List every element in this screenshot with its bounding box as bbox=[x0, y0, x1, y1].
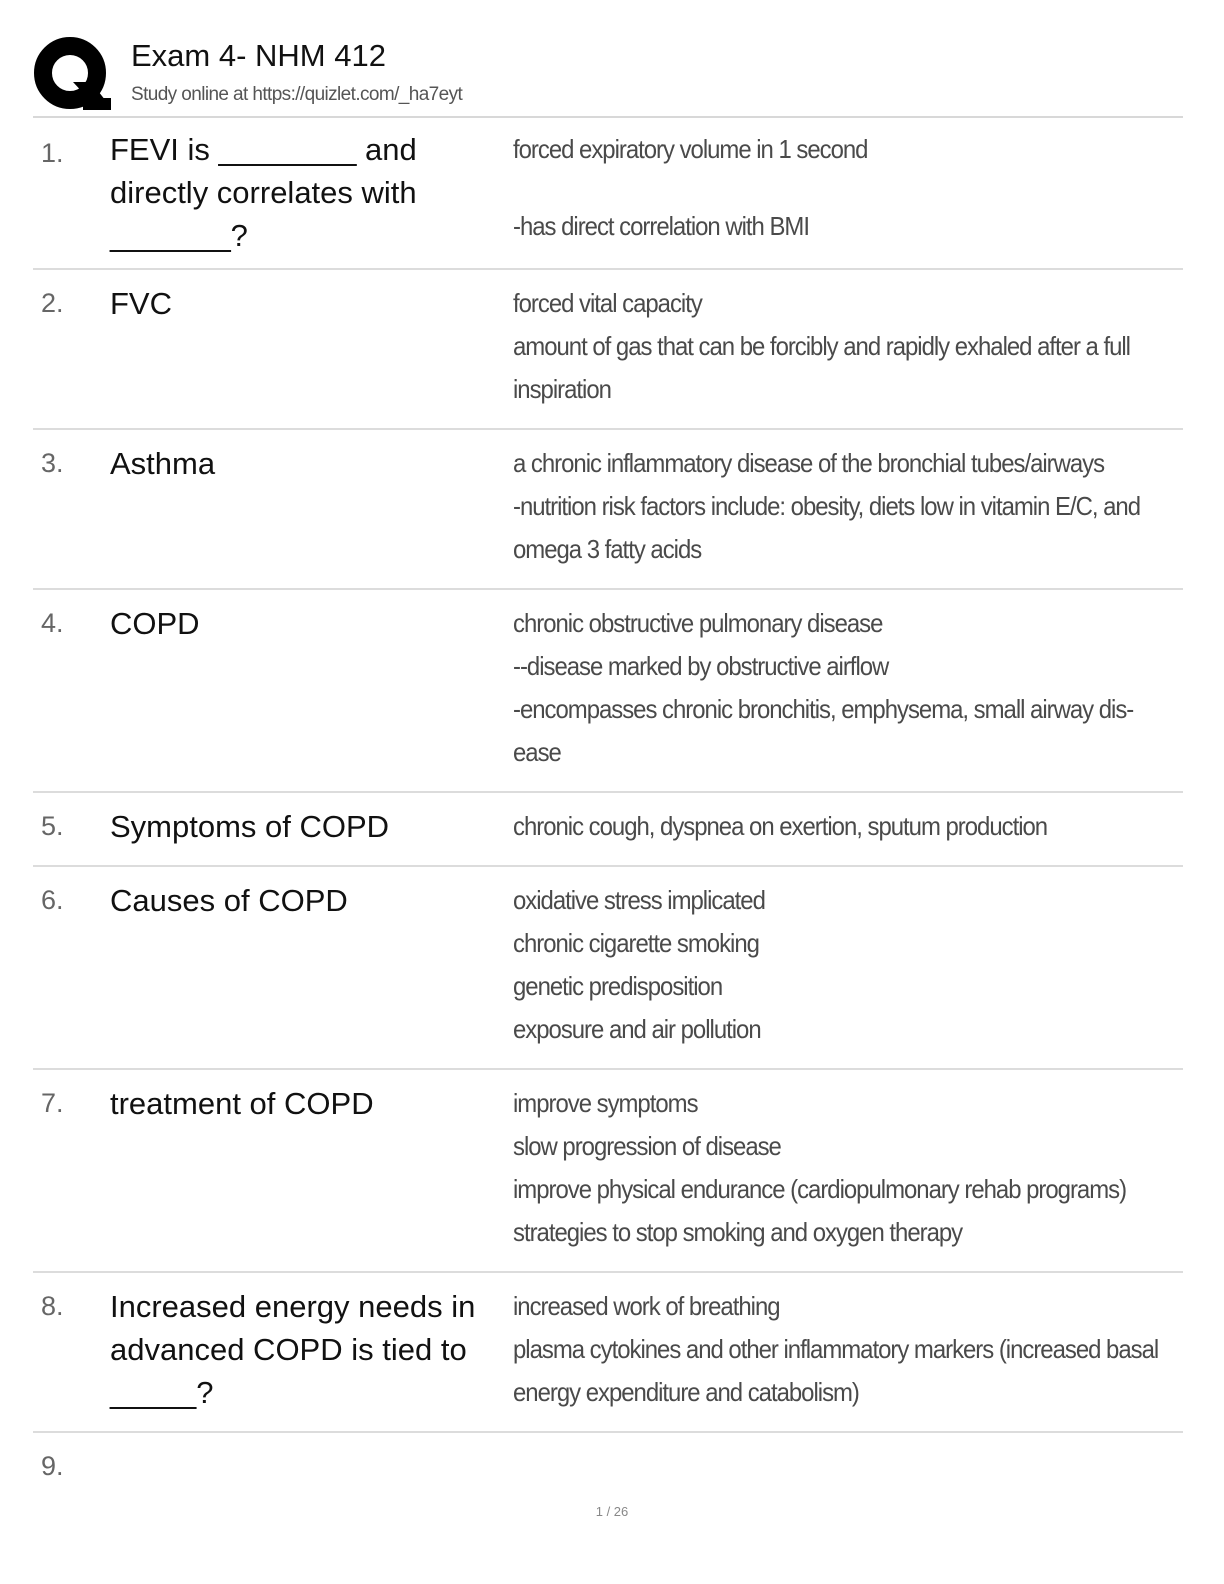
card-definition bbox=[513, 602, 1134, 774]
card-term: COPD bbox=[110, 606, 200, 641]
definition-line: chronic cigarette smoking bbox=[513, 928, 759, 958]
definition-line: oxidative stress implicated bbox=[513, 885, 765, 915]
card-number: 7. bbox=[41, 1088, 64, 1118]
definition-line: inspiration bbox=[513, 374, 611, 404]
definition-line: plasma cytokines and other inflammatory markers (increased basal bbox=[513, 1334, 1159, 1364]
definition-line: chronic obstructive pulmonary disease bbox=[513, 608, 883, 638]
definition-line: omega 3 fatty acids bbox=[513, 534, 702, 564]
document-title: Exam 4- NHM 412 bbox=[131, 38, 386, 73]
definition-line: strategies to stop smoking and oxygen therapy bbox=[513, 1217, 963, 1247]
flashcard bbox=[33, 1433, 1183, 1503]
definition-line: amount of gas that can be forcibly and rapidly exhaled after a full bbox=[513, 331, 1130, 361]
definition-line: --disease marked by obstructive airflow bbox=[513, 651, 889, 681]
page-header bbox=[33, 30, 1183, 116]
definition-line: slow progression of disease bbox=[513, 1131, 781, 1161]
flashcard bbox=[33, 1070, 1183, 1273]
card-term: treatment of COPD bbox=[110, 1086, 374, 1121]
card-definition bbox=[513, 128, 1125, 248]
quizlet-logo-icon bbox=[33, 36, 111, 114]
definition-gap bbox=[513, 171, 1125, 205]
card-number: 5. bbox=[41, 811, 64, 841]
card-definition bbox=[513, 1082, 1125, 1254]
flashcard bbox=[33, 1273, 1183, 1433]
study-online-link[interactable]: Study online at https://quizlet.com/_ha7eyt bbox=[131, 84, 463, 105]
flashcard bbox=[33, 118, 1183, 270]
definition-line: forced vital capacity bbox=[513, 288, 702, 318]
card-term: Asthma bbox=[110, 446, 216, 481]
definition-line: increased work of breathing bbox=[513, 1291, 780, 1321]
flashcard bbox=[33, 793, 1183, 867]
card-number: 3. bbox=[41, 448, 64, 478]
definition-line: -has direct correlation with BMI bbox=[513, 211, 809, 241]
definition-line: forced expiratory volume in 1 second bbox=[513, 134, 868, 164]
flashcard-list bbox=[33, 118, 1183, 1503]
card-term: Causes of COPD bbox=[110, 883, 348, 918]
definition-line: -encompasses chronic bronchitis, emphysema, small airway dis- bbox=[513, 694, 1134, 724]
definition-line: chronic cough, dyspnea on exertion, sputum production bbox=[513, 811, 1048, 841]
flashcard bbox=[33, 590, 1183, 793]
card-definition bbox=[513, 879, 1125, 1051]
definition-line: improve symptoms bbox=[513, 1088, 698, 1118]
card-definition bbox=[513, 805, 1125, 848]
definition-line: exposure and air pollution bbox=[513, 1014, 761, 1044]
flashcard bbox=[33, 867, 1183, 1070]
card-definition bbox=[513, 282, 1130, 411]
definition-line: -nutrition risk factors include: obesity, diets low in vitamin E/C, and bbox=[513, 491, 1140, 521]
card-number: 1. bbox=[41, 138, 64, 168]
flashcard bbox=[33, 430, 1183, 590]
flashcard bbox=[33, 270, 1183, 430]
card-number: 9. bbox=[41, 1451, 64, 1481]
page-number: 1 / 26 bbox=[595, 1504, 629, 1519]
definition-line: energy expenditure and catabolism) bbox=[513, 1377, 859, 1407]
card-term: FEVI is ________ and directly correlates with _______? bbox=[110, 132, 417, 253]
card-number: 6. bbox=[41, 885, 64, 915]
card-number: 8. bbox=[41, 1291, 64, 1321]
definition-line: genetic predisposition bbox=[513, 971, 723, 1001]
definition-line: a chronic inflammatory disease of the bronchial tubes/airways bbox=[513, 448, 1105, 478]
definition-line: improve physical endurance (cardiopulmonary rehab programs) bbox=[513, 1174, 1127, 1204]
card-number: 2. bbox=[41, 288, 64, 318]
card-definition bbox=[513, 1285, 1159, 1414]
card-number: 4. bbox=[41, 608, 64, 638]
card-term: Symptoms of COPD bbox=[110, 809, 390, 844]
card-term: Increased energy needs in advanced COPD is tied to _____? bbox=[110, 1289, 476, 1410]
definition-line: ease bbox=[513, 737, 561, 767]
card-definition bbox=[513, 442, 1140, 571]
card-term: FVC bbox=[110, 286, 172, 321]
